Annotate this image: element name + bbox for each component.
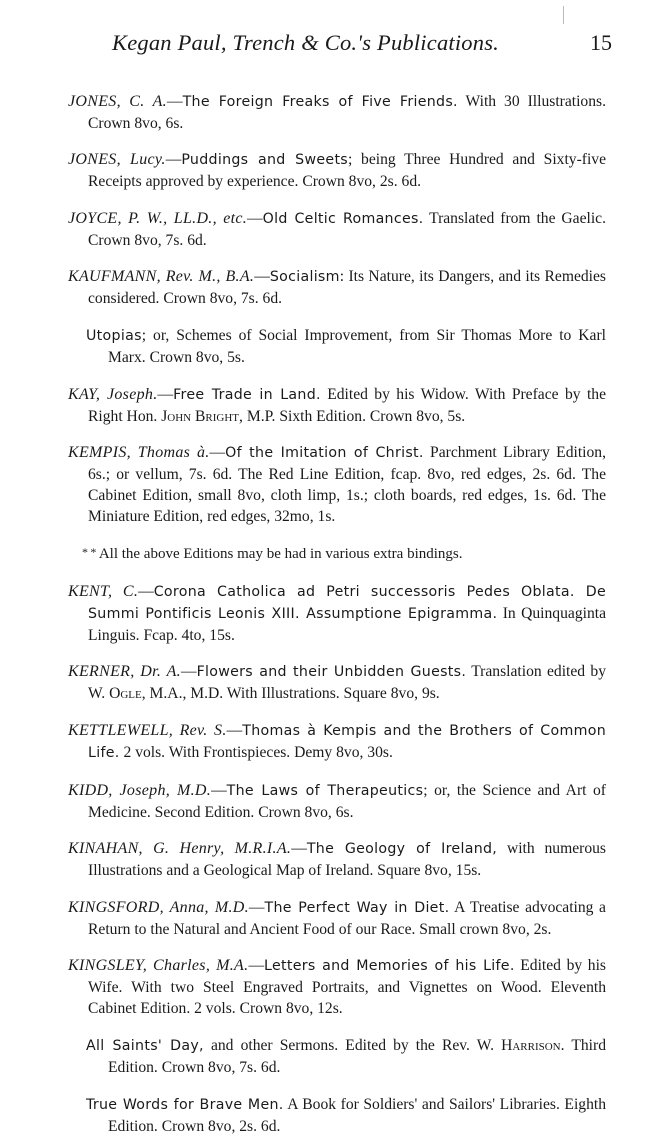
entry-dash: — <box>166 92 183 110</box>
entry-work-title: Free Trade in Land. <box>173 386 321 403</box>
catalogue-subentry <box>68 325 606 368</box>
catalogue-entry <box>68 720 606 764</box>
entry-author: KINGSLEY, Charles, M.A. <box>68 957 249 975</box>
entry-description: A Book for Soldiers' and Sailors' Libraries. Eighth Edition. Crown 8vo, 2s. 6d. <box>108 1095 606 1135</box>
entry-description-end: . Third Edition. Crown 8vo, 7s. 6d. <box>108 1036 607 1076</box>
page-number: 15 <box>590 30 612 55</box>
entry-description: Translation edited by W. <box>88 663 606 703</box>
entry-description: Parchment Library Edition, 6s.; or vellum, 7s. 6d. The Red Line Edition, fcap. 8vo, red edges, 2s. 6d. The Cabinet Edition, small 8vo, cloth limp, 1s.; cloth boards, red edges, 1s. 6d. The Miniature Edition, red edges, 32mo, 1s. <box>88 444 606 526</box>
entry-author: KINGSFORD, Anna, M.D. <box>68 898 249 916</box>
catalogue-entry <box>68 266 606 309</box>
entry-work-title: Puddings and Sweets <box>181 152 349 169</box>
catalogue-entry <box>68 838 606 881</box>
entry-dash: — <box>226 721 243 739</box>
entry-dash: — <box>165 151 182 169</box>
entry-dash: — <box>211 781 227 799</box>
entry-work-title: Flowers and their Unbidden Guests. <box>196 664 467 681</box>
running-header <box>112 30 612 60</box>
entry-name-smallcaps: Ogle <box>109 685 142 703</box>
entry-description: Edited by his Wife. With two Steel Engraved Portraits, and Vignettes on Wood. Eleventh Cabinet Edition. 2 vols. Crown 8vo, 12s. <box>88 957 606 1018</box>
asterism-mark: * * <box>82 545 99 560</box>
entry-author: JONES, C. A. <box>68 92 167 110</box>
entry-dash: — <box>209 444 226 462</box>
entry-author: KERNER, Dr. A. <box>68 663 181 681</box>
catalogue-entry <box>68 208 606 251</box>
entry-description-end: , M.P. Sixth Edition. Crown 8vo, 5s. <box>239 407 466 425</box>
entry-description: With 30 Illustrations. Crown 8vo, 6s. <box>88 92 606 132</box>
catalogue-entry <box>68 384 606 427</box>
entry-dash: — <box>291 840 307 858</box>
catalogue-entry <box>68 149 606 192</box>
entry-description: with numerous Illustrations and a Geological Map of Ireland. Square 8vo, 15s. <box>88 840 606 880</box>
entry-work-title: Old Celtic Romances. <box>262 210 424 227</box>
entry-dash: — <box>247 209 263 227</box>
note-text: All the above Editions may be had in various extra bindings. <box>98 546 463 563</box>
entry-description: : Its Nature, its Dangers, and its Remedies considered. Crown 8vo, 7s. 6d. <box>88 268 606 308</box>
entry-author: KINAHAN, G. Henry, M.R.I.A. <box>68 840 292 858</box>
entry-work-title: The Laws of Therapeutics <box>226 782 424 799</box>
catalogue-entries <box>68 75 606 1144</box>
catalogue-entry <box>68 442 606 527</box>
catalogue-note <box>68 542 606 565</box>
entry-dash: — <box>138 582 154 600</box>
entry-work-title: Letters and Memories of his Life. <box>264 958 515 975</box>
entry-work-title: True Words for Brave Men. <box>86 1096 284 1113</box>
entry-author: JOYCE, P. W., LL.D., etc. <box>68 209 248 227</box>
catalogue-subentry <box>68 1094 606 1137</box>
catalogue-entry <box>68 581 606 646</box>
catalogue-entry <box>68 955 606 1019</box>
entry-dash: — <box>157 385 174 403</box>
entry-author: KIDD, Joseph, M.D. <box>68 781 212 799</box>
entry-description: A Treatise advocating a Return to the Natural and Ancient Food of our Race. Small crown 8vo, 2s. <box>88 898 606 938</box>
entry-description: ; or, the Science and Art of Medicine. Second Edition. Crown 8vo, 6s. <box>88 781 606 821</box>
entry-work-title: Of the Imitation of Christ. <box>225 445 424 462</box>
entry-work-title: Corona Catholica ad Petri successoris Pedes Oblata. De Summi Pontificis Leonis XIII. Assumptione Epigramma. <box>88 583 606 622</box>
entry-author: KEMPIS, Thomas à. <box>68 444 210 462</box>
entry-description: Edited by his Widow. With Preface by the Right Hon. <box>88 385 606 425</box>
catalogue-entry <box>68 897 606 940</box>
entry-work-title: The Foreign Freaks of Five Friends. <box>182 93 458 110</box>
entry-description: In Quinquaginta Linguis. Fcap. 4to, 15s. <box>88 604 607 644</box>
entry-author: KAY, Joseph. <box>68 385 158 403</box>
entry-description: 2 vols. With Frontispieces. Demy 8vo, 30s. <box>119 743 393 761</box>
entry-description: Translated from the Gaelic. Crown 8vo, 7s. 6d. <box>88 209 606 249</box>
entry-author: KAUFMANN, Rev. M., B.A. <box>68 268 255 286</box>
entry-dash: — <box>248 957 265 975</box>
entry-description-end: , M.A., M.D. With Illustrations. Square 8vo, 9s. <box>141 685 440 703</box>
entry-dash: — <box>180 663 197 681</box>
entry-description: and other Sermons. Edited by the Rev. W. <box>203 1036 502 1054</box>
entry-dash: — <box>248 898 265 916</box>
entry-author: JONES, Lucy. <box>68 151 166 169</box>
entry-author: KENT, C. <box>68 582 139 600</box>
catalogue-entry <box>68 661 606 704</box>
entry-work-title: Thomas à Kempis and the Brothers of Common Life. <box>88 722 606 761</box>
entry-work-title: Utopias <box>86 327 142 344</box>
entry-name-smallcaps: Harrison <box>501 1036 561 1054</box>
catalogue-entry <box>68 780 606 823</box>
entry-description: ; or, Schemes of Social Improvement, from Sir Thomas More to Karl Marx. Crown 8vo, 5s. <box>108 326 606 366</box>
catalogue-subentry <box>68 1035 606 1078</box>
entry-dash: — <box>254 268 270 286</box>
entry-work-title: The Geology of Ireland, <box>306 841 498 858</box>
entry-work-title: All Saints' Day, <box>86 1037 204 1054</box>
running-title: Kegan Paul, Trench & Co.'s Publications. <box>112 30 499 55</box>
catalogue-entry <box>68 91 606 134</box>
margin-mark <box>563 6 568 24</box>
entry-name-smallcaps: John Bright <box>161 407 240 425</box>
entry-work-title: Socialism <box>269 269 340 286</box>
entry-work-title: The Perfect Way in Diet. <box>264 899 450 916</box>
entry-author: KETTLEWELL, Rev. S. <box>68 721 227 739</box>
entry-description: ; being Three Hundred and Sixty-five Receipts approved by experience. Crown 8vo, 2s. 6d. <box>88 151 607 191</box>
